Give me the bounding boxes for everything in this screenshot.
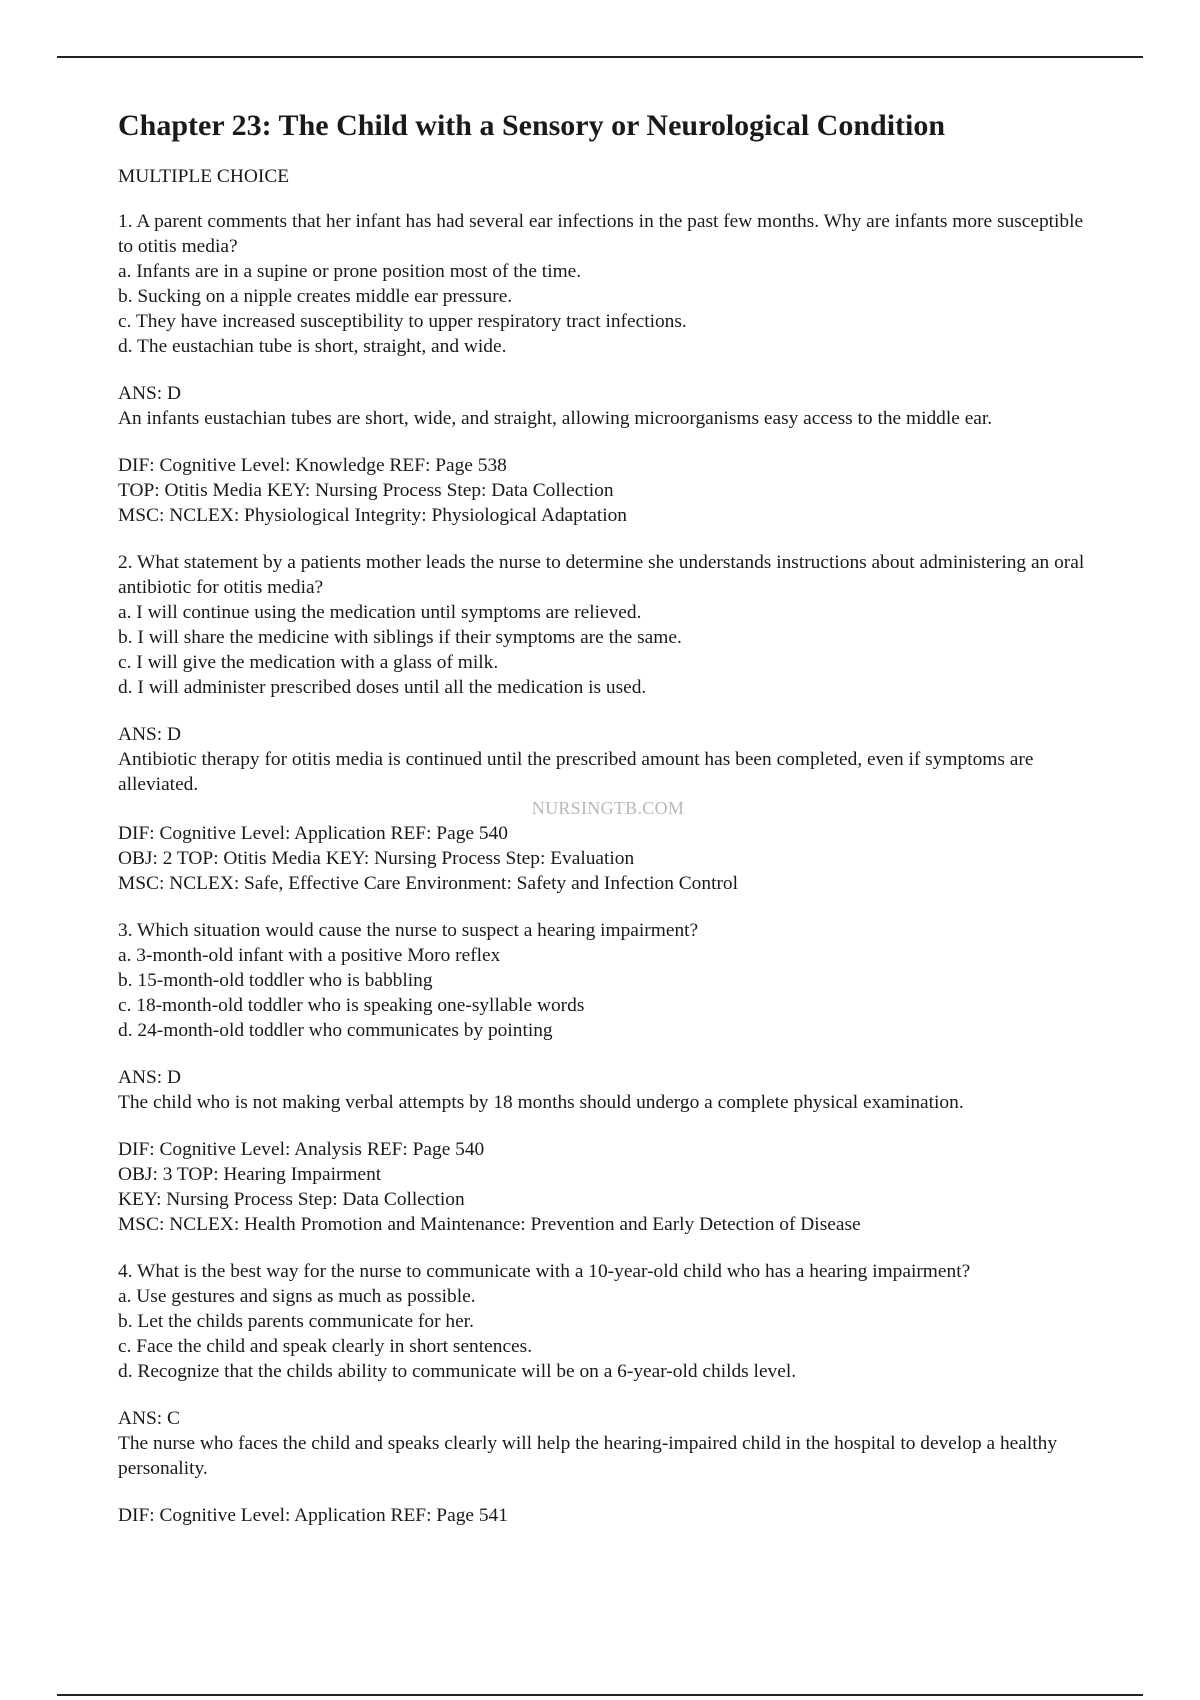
question-stem: 1. A parent comments that her infant has had several ear infections in the past few months. Why are infants more susceptible to otitis media? bbox=[118, 211, 1084, 257]
meta-line: DIF: Cognitive Level: Knowledge REF: Page 538 bbox=[118, 455, 507, 476]
option-c: c. I will give the medication with a glass of milk. bbox=[118, 652, 499, 673]
question-1 bbox=[118, 209, 1098, 359]
question-3 bbox=[118, 918, 1098, 1043]
option-a: a. 3-month-old infant with a positive Moro reflex bbox=[118, 945, 501, 966]
answer-block-3 bbox=[118, 1065, 1098, 1115]
option-d: d. I will administer prescribed doses until all the medication is used. bbox=[118, 677, 647, 698]
option-d: d. Recognize that the childs ability to communicate will be on a 6-year-old childs level. bbox=[118, 1361, 797, 1382]
question-stem: 2. What statement by a patients mother leads the nurse to determine she understands instructions about administering an oral antibiotic for otitis media? bbox=[118, 552, 1085, 598]
option-b: b. Sucking on a nipple creates middle ear pressure. bbox=[118, 286, 513, 307]
watermark: NURSINGTB.COM bbox=[531, 798, 685, 818]
option-b: b. Let the childs parents communicate for her. bbox=[118, 1311, 474, 1332]
meta-line: MSC: NCLEX: Physiological Integrity: Physiological Adaptation bbox=[118, 505, 627, 526]
meta-line: OBJ: 2 TOP: Otitis Media KEY: Nursing Process Step: Evaluation bbox=[118, 848, 635, 869]
meta-line: TOP: Otitis Media KEY: Nursing Process Step: Data Collection bbox=[118, 480, 614, 501]
question-2 bbox=[118, 550, 1098, 700]
rationale: The child who is not making verbal attempts by 18 months should undergo a complete physical examination. bbox=[118, 1092, 964, 1113]
answer: ANS: D bbox=[118, 383, 182, 404]
option-a: a. I will continue using the medication until symptoms are relieved. bbox=[118, 602, 642, 623]
meta-block-3 bbox=[118, 1137, 1098, 1237]
meta-line: DIF: Cognitive Level: Analysis REF: Page 540 bbox=[118, 1139, 485, 1160]
meta-line: KEY: Nursing Process Step: Data Collection bbox=[118, 1189, 465, 1210]
question-stem: 4. What is the best way for the nurse to communicate with a 10-year-old child who has a hearing impairment? bbox=[118, 1261, 971, 1282]
option-d: d. The eustachian tube is short, straight, and wide. bbox=[118, 336, 507, 357]
meta-line: DIF: Cognitive Level: Application REF: Page 541 bbox=[118, 1505, 508, 1526]
meta-block-2 bbox=[118, 821, 1098, 896]
option-a: a. Use gestures and signs as much as possible. bbox=[118, 1286, 476, 1307]
question-stem: 3. Which situation would cause the nurse to suspect a hearing impairment? bbox=[118, 920, 699, 941]
rationale: An infants eustachian tubes are short, wide, and straight, allowing microorganisms easy access to the middle ear. bbox=[118, 408, 993, 429]
top-rule bbox=[57, 56, 1143, 58]
answer-block-2 bbox=[118, 722, 1098, 797]
answer: ANS: D bbox=[118, 1067, 182, 1088]
option-c: c. 18-month-old toddler who is speaking one-syllable words bbox=[118, 995, 585, 1016]
meta-block-1 bbox=[118, 453, 1098, 528]
chapter-title: Chapter 23: The Child with a Sensory or Neurological Condition bbox=[118, 109, 946, 142]
document-content bbox=[118, 108, 1098, 1550]
option-c: c. They have increased susceptibility to upper respiratory tract infections. bbox=[118, 311, 687, 332]
option-a: a. Infants are in a supine or prone position most of the time. bbox=[118, 261, 582, 282]
rationale: Antibiotic therapy for otitis media is continued until the prescribed amount has been completed, even if symptoms are alleviated. bbox=[118, 749, 1034, 795]
answer: ANS: D bbox=[118, 724, 182, 745]
question-4 bbox=[118, 1259, 1098, 1384]
meta-line: MSC: NCLEX: Safe, Effective Care Environment: Safety and Infection Control bbox=[118, 873, 738, 894]
section-label: MULTIPLE CHOICE bbox=[118, 166, 290, 187]
rationale: The nurse who faces the child and speaks clearly will help the hearing-impaired child in the hospital to develop a healthy personality. bbox=[118, 1433, 1058, 1479]
bottom-rule bbox=[57, 1694, 1143, 1696]
meta-line: OBJ: 3 TOP: Hearing Impairment bbox=[118, 1164, 382, 1185]
answer-block-1 bbox=[118, 381, 1098, 431]
answer: ANS: C bbox=[118, 1408, 180, 1429]
answer-block-4 bbox=[118, 1406, 1098, 1481]
meta-block-4 bbox=[118, 1503, 1098, 1528]
meta-line: DIF: Cognitive Level: Application REF: Page 540 bbox=[118, 823, 508, 844]
option-b: b. 15-month-old toddler who is babbling bbox=[118, 970, 433, 991]
option-c: c. Face the child and speak clearly in short sentences. bbox=[118, 1336, 533, 1357]
option-b: b. I will share the medicine with siblings if their symptoms are the same. bbox=[118, 627, 682, 648]
meta-line: MSC: NCLEX: Health Promotion and Maintenance: Prevention and Early Detection of Disease bbox=[118, 1214, 861, 1235]
option-d: d. 24-month-old toddler who communicates by pointing bbox=[118, 1020, 553, 1041]
